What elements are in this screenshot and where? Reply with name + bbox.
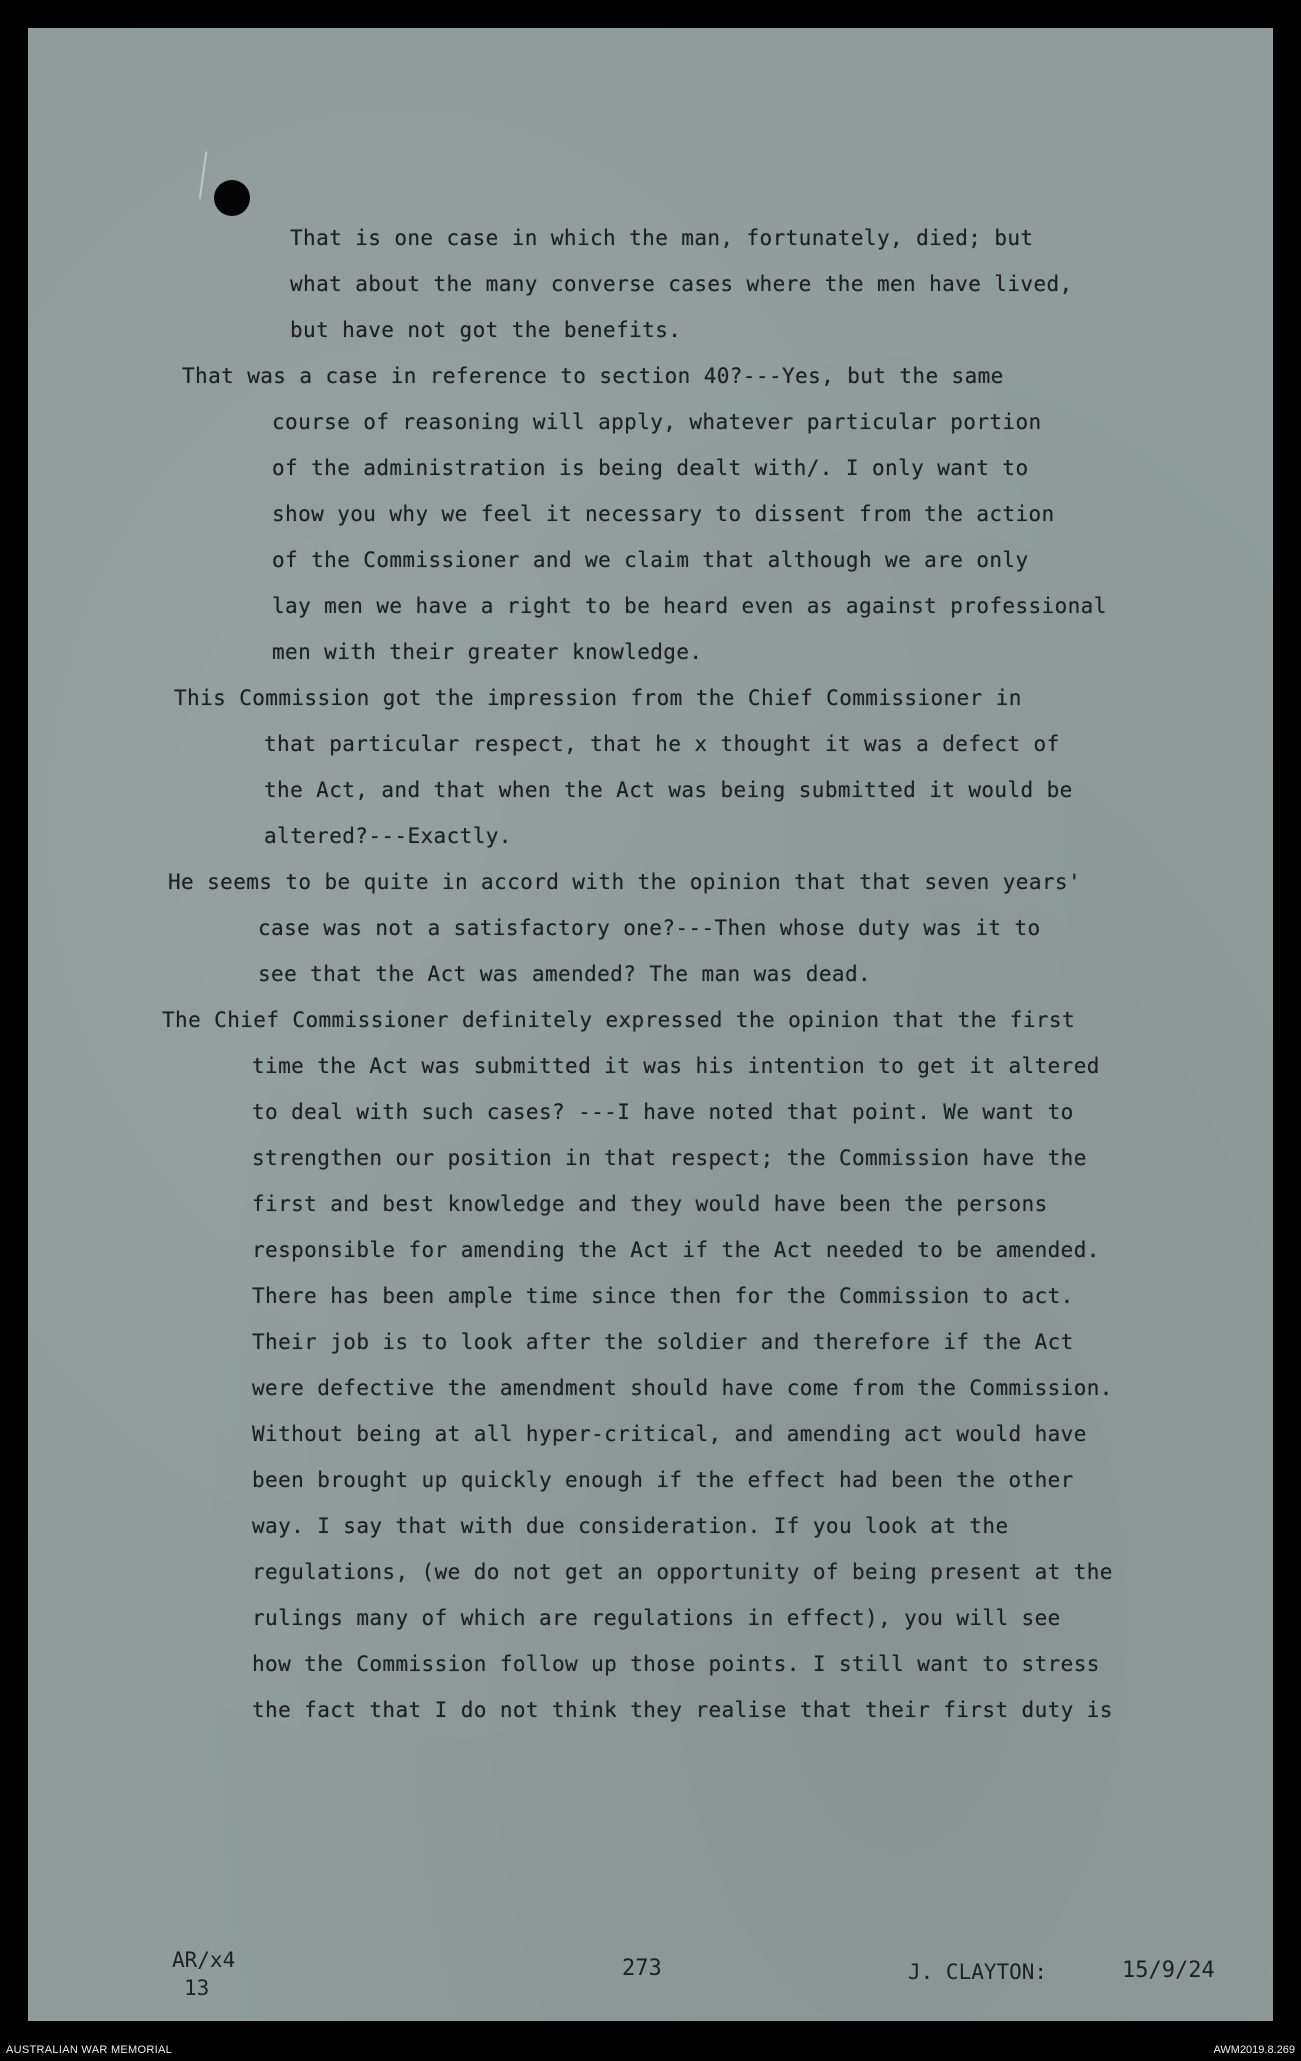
- text-line-1: That is one case in which the man, fortunately, died; but: [290, 226, 1034, 250]
- text-line-2: what about the many converse cases where the men have lived,: [290, 272, 1073, 296]
- text-line-9: lay men we have a right to be heard even as against professional: [272, 594, 1107, 618]
- text-line-18: The Chief Commissioner definitely expressed the opinion that the first: [162, 1008, 1076, 1032]
- text-line-23: responsible for amending the Act if the Act needed to be amended.: [252, 1238, 1100, 1262]
- text-line-24: There has been ample time since then for the Commission to act.: [252, 1284, 1074, 1308]
- text-line-7: show you why we feel it necessary to dissent from the action: [272, 502, 1055, 526]
- text-line-19: time the Act was submitted it was his intention to get it altered: [252, 1054, 1100, 1078]
- text-line-33: the fact that I do not think they realise that their first duty is: [252, 1698, 1113, 1722]
- page-number: 273: [622, 1956, 662, 1981]
- typed-page: [28, 28, 1273, 2021]
- text-line-3: but have not got the benefits.: [290, 318, 682, 342]
- text-line-15: He seems to be quite in accord with the opinion that that seven years': [168, 870, 1082, 894]
- text-line-30: regulations, (we do not get an opportunity of being present at the: [252, 1560, 1113, 1584]
- text-line-16: case was not a satisfactory one?---Then whose duty was it to: [258, 916, 1041, 940]
- institution-caption: AUSTRALIAN WAR MEMORIAL: [6, 2044, 173, 2056]
- text-line-20: to deal with such cases? ---I have noted that point. We want to: [252, 1100, 1074, 1124]
- text-line-26: were defective the amendment should have come from the Commission.: [252, 1376, 1113, 1400]
- text-line-25: Their job is to look after the soldier and therefore if the Act: [252, 1330, 1074, 1354]
- document-date: 15/9/24: [1122, 1958, 1215, 1983]
- text-line-12: that particular respect, that he x thought it was a defect of: [264, 732, 1060, 756]
- text-line-13: the Act, and that when the Act was being submitted it would be: [264, 778, 1073, 802]
- text-line-14: altered?---Exactly.: [264, 824, 512, 848]
- text-line-29: way. I say that with due consideration. If you look at the: [252, 1514, 1009, 1538]
- text-line-27: Without being at all hyper-critical, and amending act would have: [252, 1422, 1087, 1446]
- punch-hole: [214, 180, 250, 216]
- text-line-17: see that the Act was amended? The man was dead.: [258, 962, 872, 986]
- text-line-21: strengthen our position in that respect; the Commission have the: [252, 1146, 1087, 1170]
- archive-reference-caption: AWM2019.8.269: [1213, 2044, 1295, 2056]
- text-line-5: course of reasoning will apply, whatever particular portion: [272, 410, 1042, 434]
- text-line-4: That was a case in reference to section 40?---Yes, but the same: [182, 364, 1004, 388]
- witness-name: J. CLAYTON:: [908, 1960, 1048, 1984]
- text-line-11: This Commission got the impression from the Chief Commissioner in: [174, 686, 1022, 710]
- text-line-10: men with their greater knowledge.: [272, 640, 703, 664]
- text-line-6: of the administration is being dealt with/. I only want to: [272, 456, 1029, 480]
- text-line-22: first and best knowledge and they would have been the persons: [252, 1192, 1048, 1216]
- text-line-31: rulings many of which are regulations in effect), you will see: [252, 1606, 1061, 1630]
- text-line-32: how the Commission follow up those points. I still want to stress: [252, 1652, 1100, 1676]
- text-line-8: of the Commissioner and we claim that although we are only: [272, 548, 1029, 572]
- document-reference-bottom: 13: [184, 1976, 210, 2000]
- document-reference-top: AR/x4: [172, 1948, 236, 1972]
- text-line-28: been brought up quickly enough if the effect had been the other: [252, 1468, 1074, 1492]
- document-reference: [172, 1946, 235, 2002]
